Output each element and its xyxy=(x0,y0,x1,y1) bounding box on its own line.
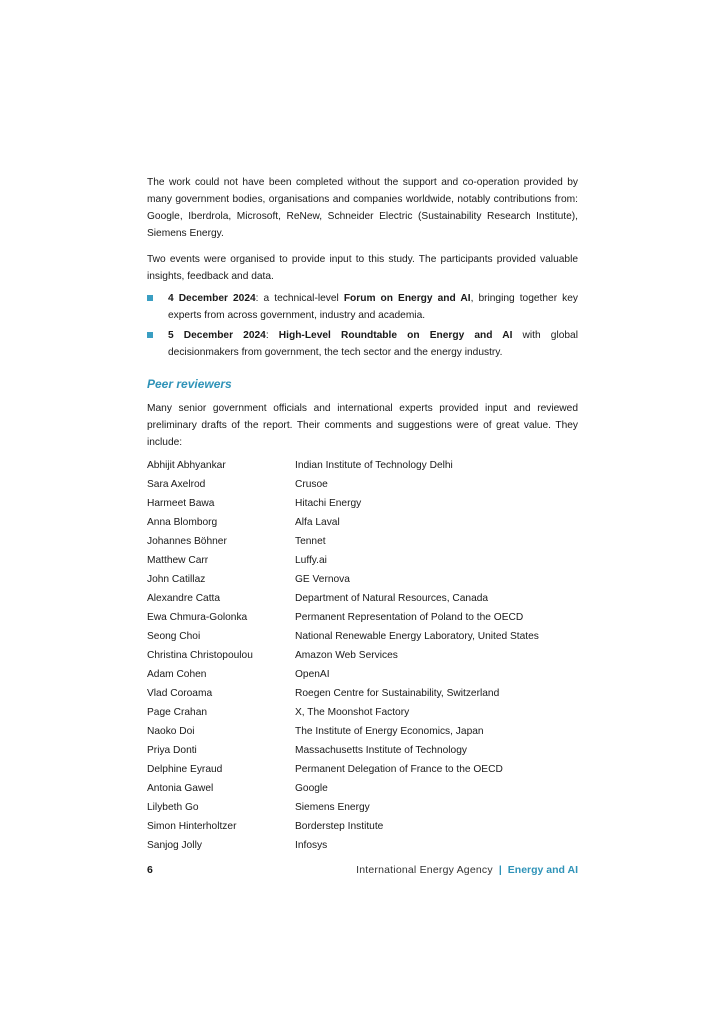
event-date: 5 December 2024 xyxy=(168,330,266,341)
reviewer-name: Page Crahan xyxy=(147,707,208,718)
reviewer-row xyxy=(147,798,539,817)
reviewer-row xyxy=(147,760,539,779)
reviewer-row xyxy=(147,817,539,836)
intro-paragraph-1: The work could not have been completed without the support and co-operation provided by many government bodies, organisations and companies worldwide, notably contributions from: Google, Iberdrola, Microsoft, ReNew, Schneider Electric (Sustainability Research Institute), Siemens Energy. xyxy=(147,177,578,239)
reviewer-name: Alexandre Catta xyxy=(147,593,221,604)
reviewer-row xyxy=(147,741,539,760)
reviewer-organisation: GE Vernova xyxy=(295,574,350,585)
reviewer-name: Abhijit Abhyankar xyxy=(147,460,226,471)
reviewer-name: Sanjog Jolly xyxy=(147,840,202,851)
reviewer-row xyxy=(147,570,539,589)
reviewer-organisation: Permanent Delegation of France to the OECD xyxy=(295,764,503,775)
event-text: : xyxy=(265,330,279,341)
reviewer-name: Johannes Böhner xyxy=(147,536,227,547)
reviewers-table xyxy=(147,456,539,855)
reviewer-organisation: Permanent Representation of Poland to the OECD xyxy=(295,612,524,623)
reviewer-row xyxy=(147,551,539,570)
reviewer-organisation: Siemens Energy xyxy=(295,802,370,813)
agency-name: International Energy Agency xyxy=(356,864,493,876)
reviewer-row xyxy=(147,456,539,475)
footer-right xyxy=(356,862,578,878)
event-text: , bringing together key experts from across government, industry and academia. xyxy=(168,293,578,321)
reviewer-name: John Catillaz xyxy=(147,574,206,585)
event-item xyxy=(147,290,578,324)
events-list xyxy=(147,290,578,361)
reviewer-organisation: Amazon Web Services xyxy=(295,650,398,661)
reviewer-organisation: Infosys xyxy=(295,840,328,851)
reviewer-row xyxy=(147,627,539,646)
reviewer-row xyxy=(147,836,539,855)
reviewer-organisation: Crusoe xyxy=(295,479,328,490)
reviewer-organisation: OpenAI xyxy=(295,669,330,680)
reviewer-organisation: The Institute of Energy Economics, Japan xyxy=(295,726,484,737)
reviewer-row xyxy=(147,532,539,551)
reviewer-organisation: Luffy.ai xyxy=(295,555,327,566)
page-footer xyxy=(147,862,578,878)
event-date: 4 December 2024 xyxy=(168,293,256,304)
reviewer-row xyxy=(147,608,539,627)
reviewer-organisation: Indian Institute of Technology Delhi xyxy=(295,460,453,471)
page-number: 6 xyxy=(147,864,153,876)
reviewer-name: Matthew Carr xyxy=(147,555,209,566)
peer-reviewers-heading: Peer reviewers xyxy=(147,377,232,391)
reviewer-organisation: Google xyxy=(295,783,328,794)
reviewer-organisation: Borderstep Institute xyxy=(295,821,384,832)
reviewer-row xyxy=(147,684,539,703)
intro-paragraph-2: Two events were organised to provide input to this study. The participants provided valuable insights, feedback and data. xyxy=(147,254,578,282)
reviewer-name: Lilybeth Go xyxy=(147,802,199,813)
reviewer-organisation: Roegen Centre for Sustainability, Switzerland xyxy=(295,688,500,699)
reviewer-row xyxy=(147,475,539,494)
reviewer-organisation: Alfa Laval xyxy=(295,517,340,528)
event-title: Forum on Energy and AI xyxy=(343,293,471,304)
reviewer-row xyxy=(147,703,539,722)
reviewer-organisation: X, The Moonshot Factory xyxy=(295,707,410,718)
reviewer-name: Antonia Gawel xyxy=(147,783,214,794)
reviewer-organisation: Tennet xyxy=(295,536,326,547)
reviewer-organisation: Department of Natural Resources, Canada xyxy=(295,593,489,604)
reviewer-name: Anna Blomborg xyxy=(147,517,218,528)
reviewer-organisation: Hitachi Energy xyxy=(295,498,362,509)
report-title: Energy and AI xyxy=(507,864,578,876)
reviewer-row xyxy=(147,494,539,513)
reviewer-row xyxy=(147,722,539,741)
reviewer-name: Ewa Chmura-Golonka xyxy=(147,612,248,623)
reviewer-name: Christina Christopoulou xyxy=(147,650,253,661)
event-text: : a technical-level xyxy=(255,293,344,304)
peer-reviewers-intro: Many senior government officials and international experts provided input and reviewed preliminary drafts of the report. Their comments and suggestions were of great value. They include: xyxy=(147,403,578,448)
reviewer-name: Priya Donti xyxy=(147,745,197,756)
reviewer-name: Seong Choi xyxy=(147,631,201,642)
reviewer-row xyxy=(147,646,539,665)
reviewer-name: Delphine Eyraud xyxy=(147,764,223,775)
reviewer-name: Adam Cohen xyxy=(147,669,207,680)
reviewer-row xyxy=(147,665,539,684)
reviewer-row xyxy=(147,513,539,532)
reviewer-name: Naoko Doi xyxy=(147,726,195,737)
page-content xyxy=(147,174,578,855)
event-item xyxy=(147,327,578,361)
square-bullet-icon xyxy=(147,332,153,338)
reviewer-row xyxy=(147,779,539,798)
reviewer-row xyxy=(147,589,539,608)
reviewer-name: Harmeet Bawa xyxy=(147,498,215,509)
event-title: High-Level Roundtable on Energy and AI xyxy=(278,330,513,341)
reviewer-organisation: Massachusetts Institute of Technology xyxy=(295,745,467,756)
reviewer-name: Sara Axelrod xyxy=(147,479,206,490)
reviewer-name: Simon Hinterholtzer xyxy=(147,821,237,832)
square-bullet-icon xyxy=(147,295,153,301)
reviewer-name: Vlad Coroama xyxy=(147,688,213,699)
reviewer-organisation: National Renewable Energy Laboratory, United States xyxy=(295,631,539,642)
event-text: with global decisionmakers from government, the tech sector and the energy industry. xyxy=(168,330,578,358)
footer-separator: | xyxy=(498,864,502,876)
